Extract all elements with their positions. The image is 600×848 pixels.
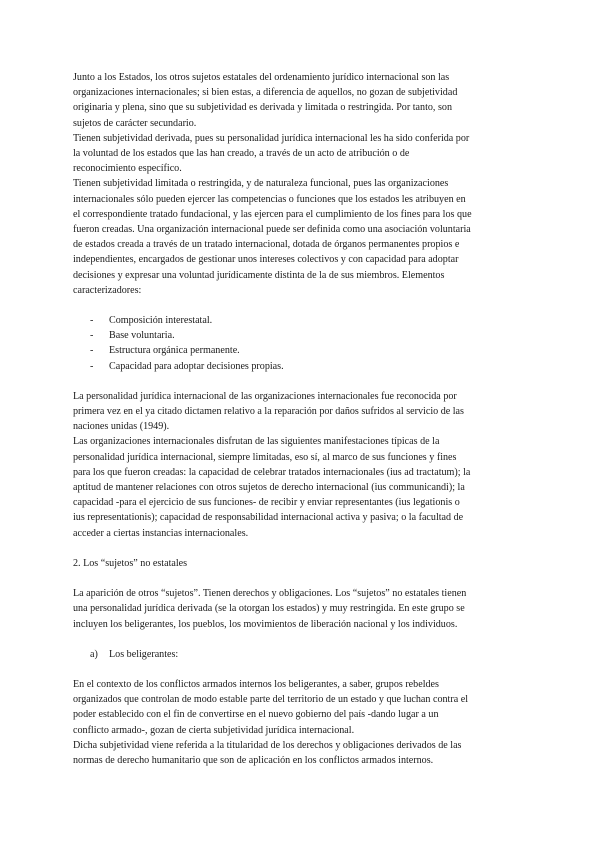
- list-item-text: Capacidad para adoptar decisiones propias.: [109, 360, 284, 372]
- dash-bullet: -: [90, 360, 94, 372]
- spacer: [73, 632, 474, 647]
- paragraph-non-state-subjects: La aparición de otros “sujetos”. Tienen derechos y obligaciones. Los “sujetos” no estatales tienen una personalidad jurídica derivada (se la otorgan los estados) y muy restringida. En este grupo se incluyen los beligerantes, los pueblos, los movimientos de liberación nacional y los individuos.: [73, 588, 467, 630]
- spacer: [73, 298, 474, 313]
- spacer: [73, 541, 474, 556]
- list-item: [90, 328, 474, 343]
- paragraph-manifestations: Las organizaciones internacionales disfrutan de las siguientes manifestaciones típicas de la personalidad jurídica internacional, siempre limitadas, eso sí, al marco de sus funciones y fines para los que fueron creadas: la capacidad de celebrar tratados internacionales (ius ad tractatum); la aptitud de mantener relaciones con otros sujetos de derecho internacional (ius communicandi); la capacidad -para el ejercicio de sus funciones- de recibir y enviar representantes (ius legationis o ius representationis); capacidad de responsabilidad internacional activa y pasiva; o la facultad de acceder a ciertas instancias internacionales.: [73, 436, 471, 539]
- paragraph-limited-subjectivity: Tienen subjetividad limitada o restringida, y de naturaleza funcional, pues las organizaciones internacionales sólo pueden ejercer las competencias o funciones que los estados les atribuyen en el correspondiente tratado fundacional, y las ejercen para el cumplimiento de los fines para los que fueron creadas. Una organización internacional puede ser definida como una asociación voluntaria de estados creada a través de un tratado internacional, dotada de órganos permanentes propios e independientes, encargados de gestionar unos intereses colectivos y con capacidad para adoptar decisiones y expresar una voluntad jurídicamente distinta de la de sus miembros. Elementos caracterizadores:: [73, 178, 472, 296]
- list-item-text: Estructura orgánica permanente.: [109, 345, 240, 357]
- spacer: [73, 374, 474, 389]
- subsection-title: Los beligerantes:: [109, 648, 179, 660]
- list-item: [90, 359, 474, 374]
- paragraph-belligerents: En el contexto de los conflictos armados internos los beligerantes, a saber, grupos rebeldes organizados que controlan de modo estable parte del territorio de un estado y que luchan contra el poder establecido con el fin de convertirse en el nuevo gobierno del país -dando lugar a un conflicto armado-, gozan de cierta subjetividad jurídica internacional.: [73, 678, 469, 736]
- list-item-text: Base voluntaria.: [109, 330, 175, 342]
- subsection-heading: [73, 647, 474, 662]
- list-item-text: Composición interestatal.: [109, 315, 213, 327]
- paragraph-derived-subjectivity: Tienen subjetividad derivada, pues su personalidad jurídica internacional les ha sido conferida por la voluntad de los estados que las han creado, a través de un acto de atribución o de reconocimiento específico.: [73, 132, 470, 175]
- paragraph-recognition: La personalidad jurídica internacional de las organizaciones internacionales fue reconocida por primera vez en el ya citado dictamen relativo a la reparación por daños sufridos al servicio de las naciones unidas (1949).: [73, 390, 464, 433]
- list-item: [90, 313, 474, 328]
- elements-list: [73, 313, 474, 374]
- dash-bullet: -: [90, 315, 94, 327]
- spacer: [73, 662, 474, 677]
- paragraph-humanitarian-law: Dicha subjetividad viene referida a la titularidad de los derechos y obligaciones derivados de las normas de derecho humanitario que son de aplicación en los conflictos armados internos.: [73, 739, 462, 766]
- subsection-marker: a): [90, 648, 98, 660]
- paragraph-intro: Junto a los Estados, los otros sujetos estatales del ordenamiento jurídico internacional son las organizaciones internacionales; si bien estas, a diferencia de aquellos, no gozan de subjetividad originaria y plena, sino que su subjetividad es derivada y limitada o restringida. Por tanto, son sujetos de carácter secundario.: [73, 72, 458, 129]
- spacer: [73, 571, 474, 586]
- list-item: [90, 343, 474, 358]
- dash-bullet: -: [90, 345, 94, 357]
- section-heading: 2. Los “sujetos” no estatales: [73, 557, 188, 569]
- dash-bullet: -: [90, 330, 94, 342]
